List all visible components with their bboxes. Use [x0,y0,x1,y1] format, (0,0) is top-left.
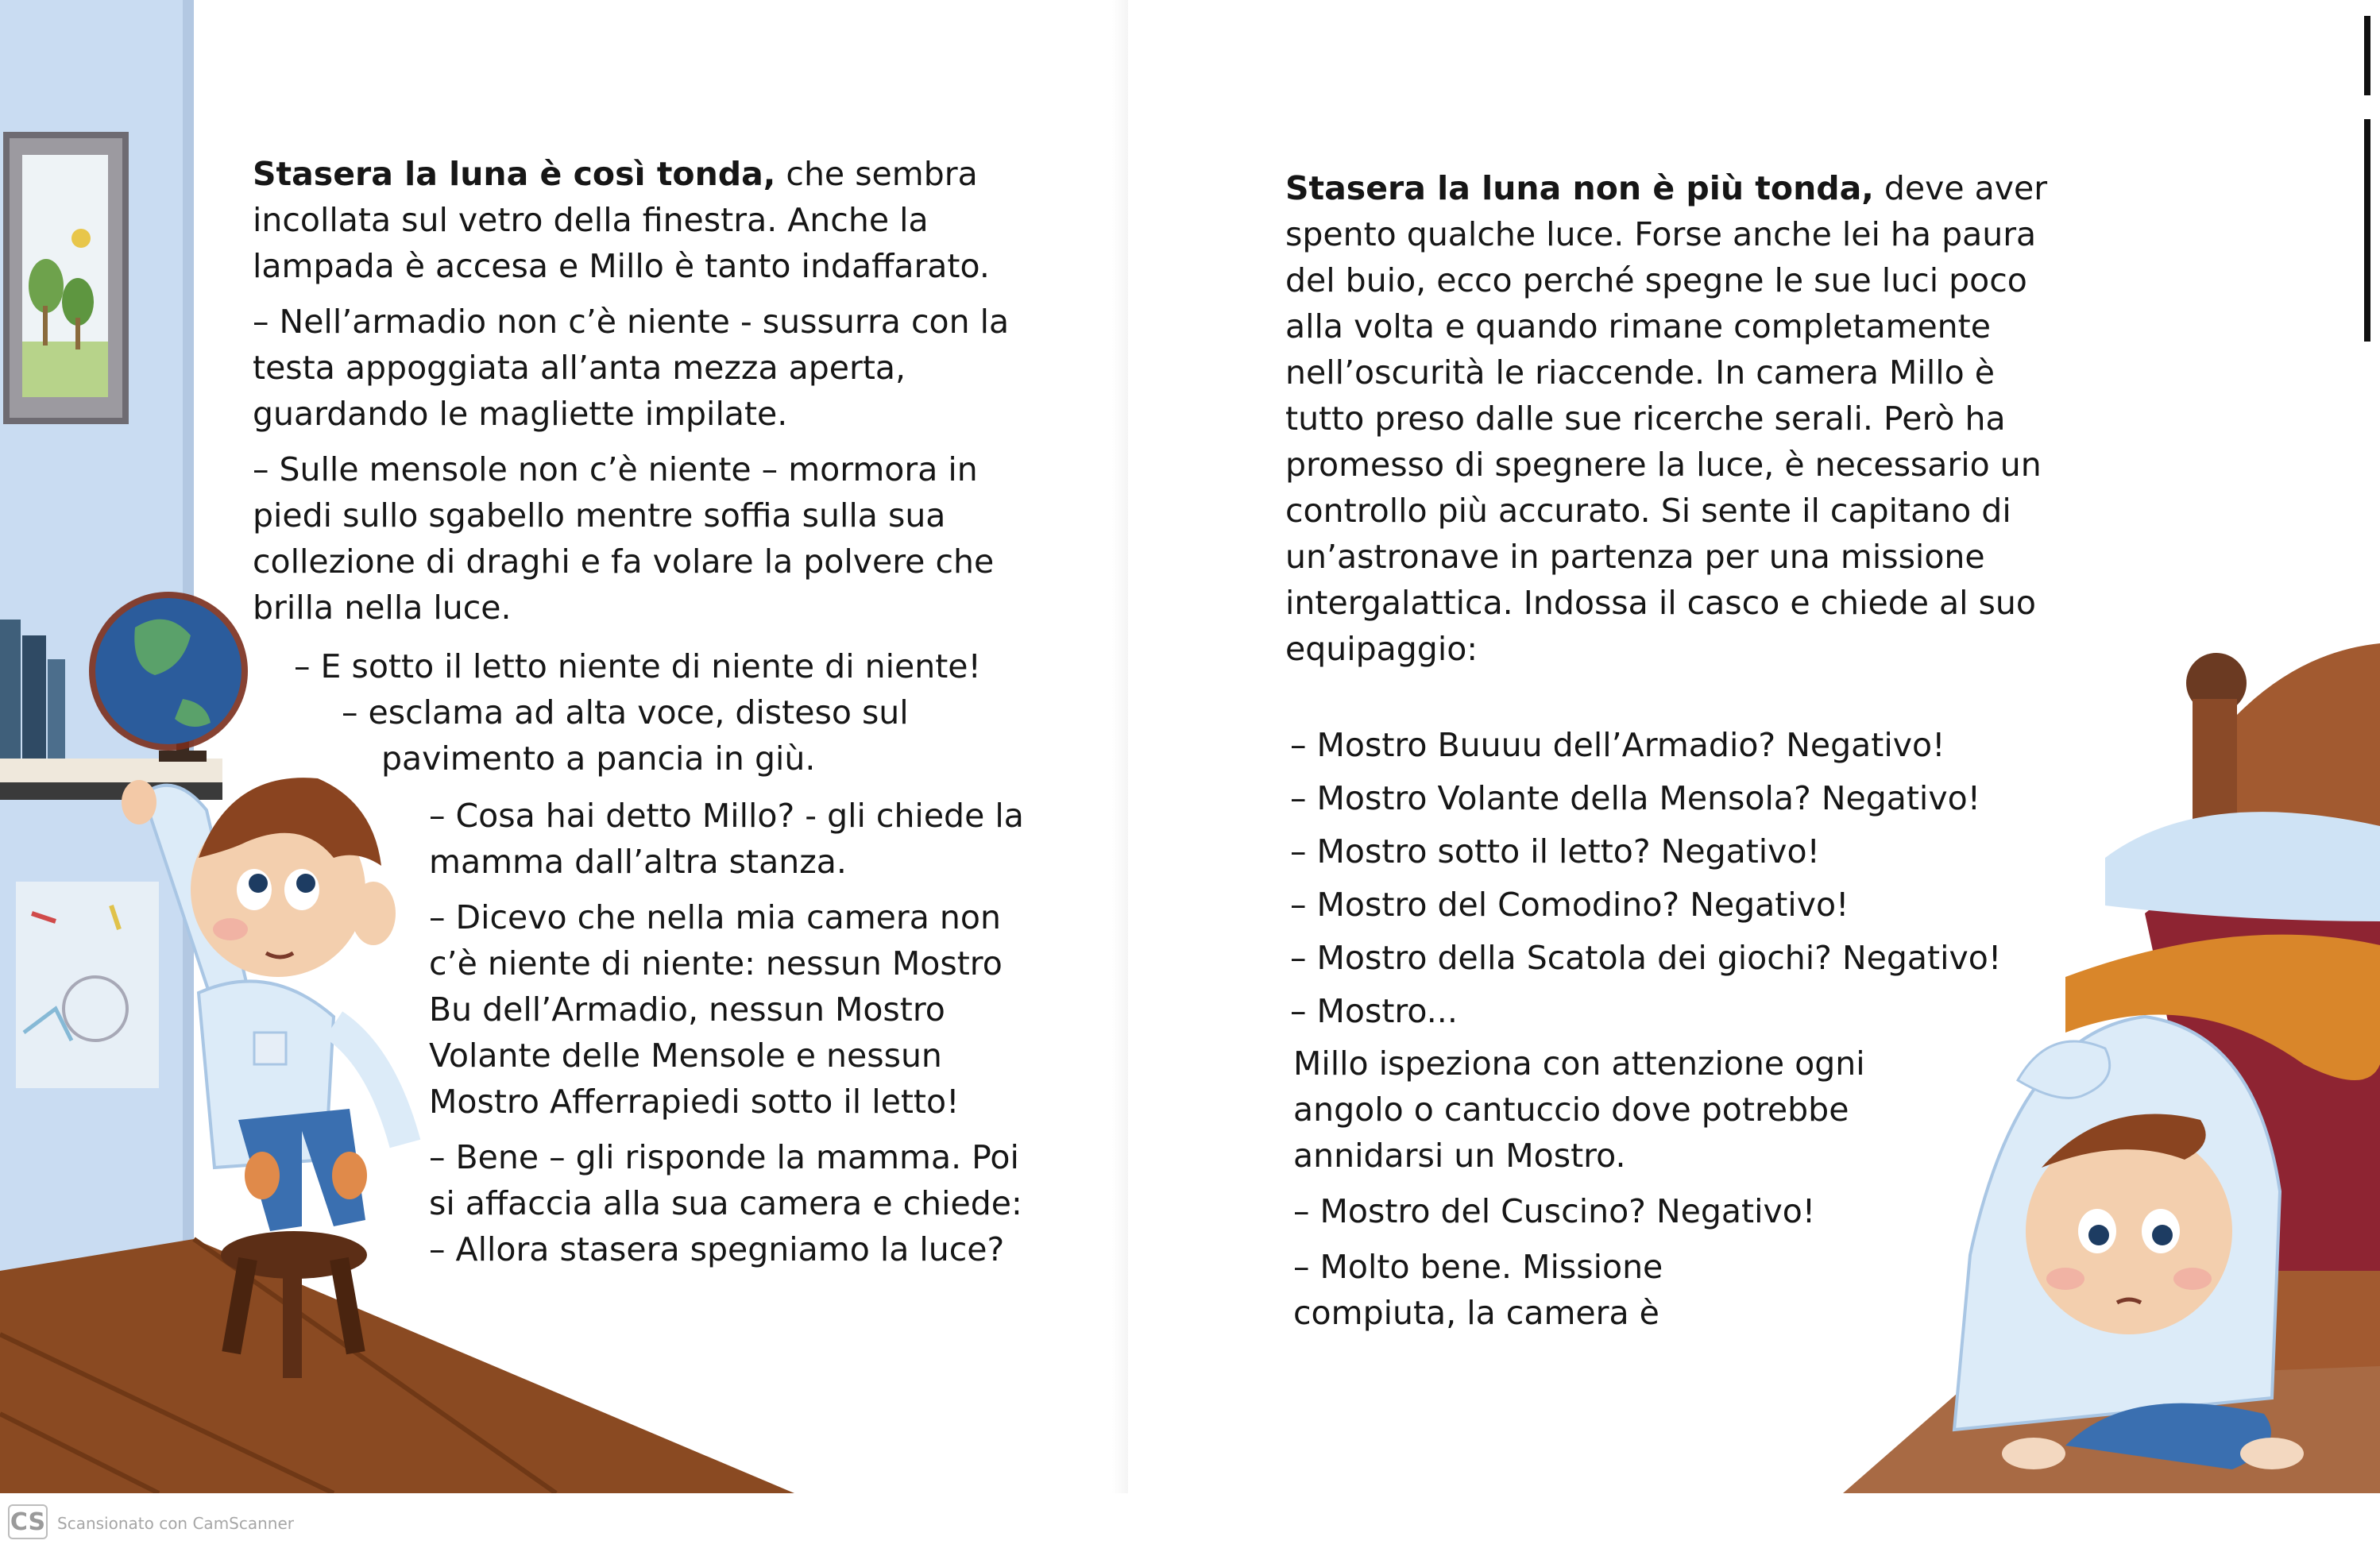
closing-paragraph-3: – Molto bene. Missione compiuta, la camera è [1293,1248,1663,1332]
monster-checklist [1290,719,2100,1038]
right-intro-rest: deve aver spento qualche luce. Forse anche lei ha paura del buio, ecco perché spegne le sue luci poco alla volta e quando rimane completamente nell’oscurità le riaccende. In camera Millo è tutto preso dalle sue ricerche serali. Però ha promesso di spegnere la luce, è necessario un controllo più accurato. Si sente il capitano di un’astronave in partenza per una missione intergalattica. Indossa il casco e chiede al suo equipaggio: [1285,169,2048,668]
right-closing-text [1293,1040,1913,1345]
left-page [0,0,1128,1493]
column-paragraph-3: – Bene – gli risponde la mamma. Poi si affaccia alla sua camera e chiede: – Allora stasera spegniamo la luce? [429,1138,1022,1268]
paragraph-1-rest: che sembra incollata sul vetro della finestra. Anche la lampada è accesa e Millo è tanto indaffarato. [253,155,990,285]
wall-shelf [0,759,222,782]
scanner-footer [0,1493,2380,1552]
checklist-item: – Mostro sotto il letto? Negativo! [1290,832,1820,871]
exclaim-line-1: – E sotto il letto niente di niente di niente! [294,647,981,685]
column-paragraph-1: – Cosa hai detto Millo? - gli chiede la mamma dall’altra stanza. [429,797,1024,881]
checklist-item: – Mostro della Scatola dei giochi? Negativo! [1290,939,2002,977]
paragraph-3: – Sulle mensole non c’è niente – mormora in piedi sullo sgabello mentre soffia sulla sua collezione di draghi e fa volare la polvere che brilla nella luce. [253,450,995,627]
camscanner-logo-icon: CS [8,1504,48,1539]
right-intro-paragraph [1285,165,2080,672]
left-intro-text [253,151,1031,640]
exclaim-line-3: pavimento a pancia in giù. [381,739,816,778]
framed-picture [6,135,126,421]
scan-edge-mark [2364,119,2370,342]
checklist-item: – Mostro Volante della Mensola? Negativo! [1290,779,1981,817]
camscanner-label: Scansionato con CamScanner [57,1514,294,1533]
left-indented-text [294,643,1057,782]
paragraph-1 [253,151,1031,289]
child-drawing [16,882,159,1088]
right-intro-lead: Stasera la luna non è più tonda, [1285,169,1874,207]
checklist-item: – Mostro... [1290,992,1458,1030]
left-column-text [429,793,1033,1282]
closing-paragraph-2: – Mostro del Cuscino? Negativo! [1293,1192,1816,1230]
column-paragraph-2: – Dicevo che nella mia camera non c’è niente di niente: nessun Mostro Bu dell’Armadio, nessun Mostro Volante delle Mensole e nessun Mostro Afferrapiedi sotto il letto! [429,898,1003,1121]
closing-paragraph-1: Millo ispeziona con attenzione ogni angolo o cantuccio dove potrebbe annidarsi un Mostro. [1293,1044,1865,1175]
checklist-item: – Mostro Buuuu dell’Armadio? Negativo! [1290,726,1945,764]
right-page [1128,0,2380,1493]
scan-edge-mark [2364,16,2370,95]
paragraph-1-lead: Stasera la luna è così tonda, [253,155,776,193]
paragraph-2: – Nell’armadio non c’è niente - sussurra con la testa appoggiata all’anta mezza aperta, guardando le magliette impilate. [253,303,1010,433]
right-intro-text [1285,165,2080,681]
exclaim-line-2: – esclama ad alta voce, disteso sul [342,693,909,732]
checklist-item: – Mostro del Comodino? Negativo! [1290,886,1849,924]
